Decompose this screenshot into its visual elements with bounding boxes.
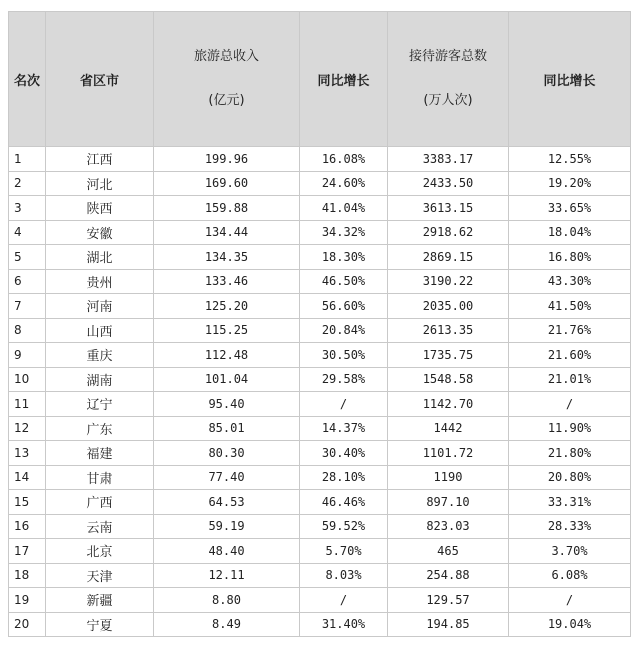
table-row — [9, 490, 631, 515]
income-growth-cell: 59.52% — [300, 514, 388, 539]
income-cell: 101.04 — [154, 367, 300, 392]
tourism-ranking-table-wrapper — [8, 11, 631, 637]
table-row — [9, 245, 631, 270]
income-growth-cell: 16.08% — [300, 147, 388, 172]
visitors-cell: 194.85 — [388, 612, 509, 637]
visitors-cell: 1142.70 — [388, 392, 509, 417]
rank-cell: 14 — [9, 465, 46, 490]
rank-cell: 16 — [9, 514, 46, 539]
income-cell: 77.40 — [154, 465, 300, 490]
header-rank: 名次 — [9, 12, 46, 147]
province-cell: 辽宁 — [46, 392, 154, 417]
visitors-growth-cell: 41.50% — [509, 294, 631, 319]
table-row — [9, 294, 631, 319]
income-cell: 169.60 — [154, 171, 300, 196]
province-cell: 陕西 — [46, 196, 154, 221]
province-cell: 云南 — [46, 514, 154, 539]
province-cell: 新疆 — [46, 588, 154, 613]
rank-cell: 18 — [9, 563, 46, 588]
income-cell: 48.40 — [154, 539, 300, 564]
table-row — [9, 269, 631, 294]
income-cell: 199.96 — [154, 147, 300, 172]
income-cell: 12.11 — [154, 563, 300, 588]
visitors-cell: 1548.58 — [388, 367, 509, 392]
income-growth-cell: 46.46% — [300, 490, 388, 515]
table-row — [9, 563, 631, 588]
income-growth-cell: 29.58% — [300, 367, 388, 392]
header-income — [154, 12, 300, 147]
income-growth-cell: 8.03% — [300, 563, 388, 588]
income-cell: 95.40 — [154, 392, 300, 417]
header-income-unit: (亿元) — [208, 93, 245, 108]
visitors-growth-cell: 33.65% — [509, 196, 631, 221]
income-growth-cell: / — [300, 392, 388, 417]
header-visitors-unit: (万人次) — [423, 93, 473, 108]
rank-cell: 17 — [9, 539, 46, 564]
income-growth-cell: 24.60% — [300, 171, 388, 196]
province-cell: 江西 — [46, 147, 154, 172]
visitors-growth-cell: / — [509, 588, 631, 613]
table-row — [9, 588, 631, 613]
income-growth-cell: 18.30% — [300, 245, 388, 270]
income-growth-cell: 14.37% — [300, 416, 388, 441]
visitors-cell: 2035.00 — [388, 294, 509, 319]
visitors-growth-cell: 18.04% — [509, 220, 631, 245]
table-row — [9, 196, 631, 221]
visitors-growth-cell: 16.80% — [509, 245, 631, 270]
income-cell: 64.53 — [154, 490, 300, 515]
table-row — [9, 441, 631, 466]
visitors-cell: 1101.72 — [388, 441, 509, 466]
province-cell: 北京 — [46, 539, 154, 564]
income-growth-cell: / — [300, 588, 388, 613]
income-cell: 134.35 — [154, 245, 300, 270]
province-cell: 安徽 — [46, 220, 154, 245]
rank-cell: 13 — [9, 441, 46, 466]
province-cell: 宁夏 — [46, 612, 154, 637]
rank-cell: 4 — [9, 220, 46, 245]
table-row — [9, 318, 631, 343]
income-growth-cell: 31.40% — [300, 612, 388, 637]
province-cell: 河北 — [46, 171, 154, 196]
income-cell: 8.49 — [154, 612, 300, 637]
rank-cell: 12 — [9, 416, 46, 441]
visitors-growth-cell: 12.55% — [509, 147, 631, 172]
table-row — [9, 220, 631, 245]
visitors-growth-cell: 21.80% — [509, 441, 631, 466]
rank-cell: 10 — [9, 367, 46, 392]
visitors-cell: 823.03 — [388, 514, 509, 539]
header-province: 省区市 — [46, 12, 154, 147]
visitors-growth-cell: 19.20% — [509, 171, 631, 196]
visitors-growth-cell: 21.01% — [509, 367, 631, 392]
table-row — [9, 612, 631, 637]
rank-cell: 20 — [9, 612, 46, 637]
rank-cell: 7 — [9, 294, 46, 319]
visitors-cell: 2918.62 — [388, 220, 509, 245]
rank-cell: 9 — [9, 343, 46, 368]
income-growth-cell: 41.04% — [300, 196, 388, 221]
province-cell: 山西 — [46, 318, 154, 343]
header-visitors-label: 接待游客总数 — [408, 49, 487, 64]
income-cell: 59.19 — [154, 514, 300, 539]
visitors-growth-cell: 28.33% — [509, 514, 631, 539]
visitors-growth-cell: 11.90% — [509, 416, 631, 441]
visitors-cell: 3190.22 — [388, 269, 509, 294]
header-visitors — [388, 12, 509, 147]
table-row — [9, 343, 631, 368]
income-cell: 159.88 — [154, 196, 300, 221]
visitors-cell: 2613.35 — [388, 318, 509, 343]
visitors-growth-cell: 20.80% — [509, 465, 631, 490]
income-growth-cell: 30.50% — [300, 343, 388, 368]
income-cell: 125.20 — [154, 294, 300, 319]
visitors-cell: 1190 — [388, 465, 509, 490]
province-cell: 甘肃 — [46, 465, 154, 490]
income-growth-cell: 46.50% — [300, 269, 388, 294]
table-row — [9, 171, 631, 196]
visitors-growth-cell: 33.31% — [509, 490, 631, 515]
tourism-ranking-table — [8, 11, 631, 637]
province-cell: 贵州 — [46, 269, 154, 294]
visitors-growth-cell: / — [509, 392, 631, 417]
visitors-growth-cell: 21.76% — [509, 318, 631, 343]
income-growth-cell: 20.84% — [300, 318, 388, 343]
table-row — [9, 514, 631, 539]
table-row — [9, 416, 631, 441]
income-growth-cell: 56.60% — [300, 294, 388, 319]
province-cell: 天津 — [46, 563, 154, 588]
visitors-cell: 254.88 — [388, 563, 509, 588]
province-cell: 重庆 — [46, 343, 154, 368]
income-cell: 85.01 — [154, 416, 300, 441]
rank-cell: 19 — [9, 588, 46, 613]
table-row — [9, 367, 631, 392]
visitors-cell: 129.57 — [388, 588, 509, 613]
header-visitors-growth: 同比增长 — [509, 12, 631, 147]
province-cell: 河南 — [46, 294, 154, 319]
rank-cell: 8 — [9, 318, 46, 343]
income-cell: 134.44 — [154, 220, 300, 245]
income-growth-cell: 28.10% — [300, 465, 388, 490]
visitors-growth-cell: 6.08% — [509, 563, 631, 588]
table-row — [9, 539, 631, 564]
province-cell: 广西 — [46, 490, 154, 515]
visitors-growth-cell: 3.70% — [509, 539, 631, 564]
rank-cell: 11 — [9, 392, 46, 417]
table-row — [9, 392, 631, 417]
rank-cell: 1 — [9, 147, 46, 172]
province-cell: 湖北 — [46, 245, 154, 270]
rank-cell: 5 — [9, 245, 46, 270]
income-cell: 112.48 — [154, 343, 300, 368]
visitors-cell: 1735.75 — [388, 343, 509, 368]
visitors-cell: 1442 — [388, 416, 509, 441]
province-cell: 广东 — [46, 416, 154, 441]
income-cell: 133.46 — [154, 269, 300, 294]
visitors-cell: 897.10 — [388, 490, 509, 515]
province-cell: 湖南 — [46, 367, 154, 392]
visitors-cell: 3383.17 — [388, 147, 509, 172]
visitors-cell: 2433.50 — [388, 171, 509, 196]
header-income-growth: 同比增长 — [300, 12, 388, 147]
income-cell: 8.80 — [154, 588, 300, 613]
rank-cell: 15 — [9, 490, 46, 515]
visitors-growth-cell: 19.04% — [509, 612, 631, 637]
header-income-label: 旅游总收入 — [193, 49, 259, 64]
visitors-cell: 2869.15 — [388, 245, 509, 270]
visitors-cell: 465 — [388, 539, 509, 564]
table-row — [9, 147, 631, 172]
province-cell: 福建 — [46, 441, 154, 466]
table-header — [9, 12, 631, 147]
visitors-growth-cell: 43.30% — [509, 269, 631, 294]
income-cell: 115.25 — [154, 318, 300, 343]
table-row — [9, 465, 631, 490]
income-cell: 80.30 — [154, 441, 300, 466]
rank-cell: 3 — [9, 196, 46, 221]
income-growth-cell: 5.70% — [300, 539, 388, 564]
income-growth-cell: 30.40% — [300, 441, 388, 466]
rank-cell: 6 — [9, 269, 46, 294]
visitors-growth-cell: 21.60% — [509, 343, 631, 368]
visitors-cell: 3613.15 — [388, 196, 509, 221]
table-body — [9, 147, 631, 637]
income-growth-cell: 34.32% — [300, 220, 388, 245]
rank-cell: 2 — [9, 171, 46, 196]
